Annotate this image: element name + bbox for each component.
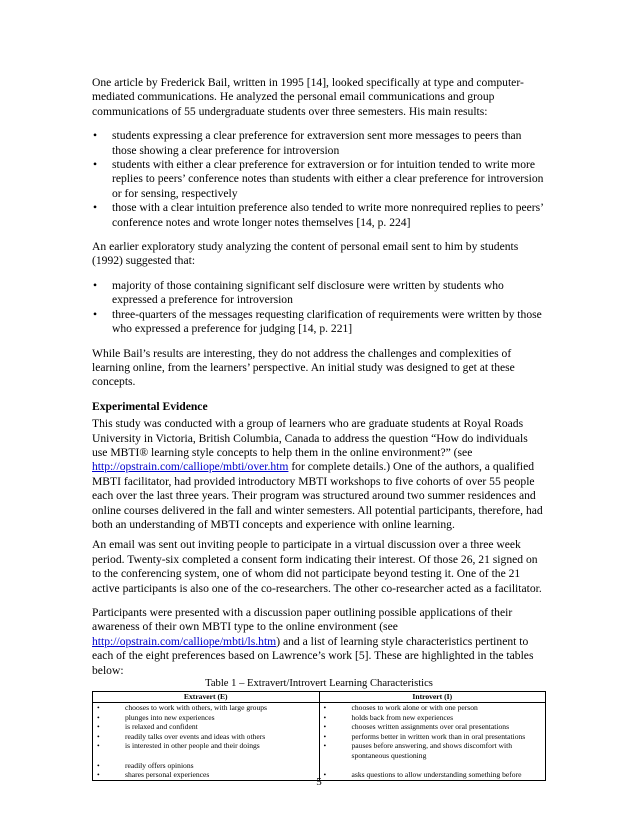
extravert-header: Extravert (E) [93,692,320,703]
list-item: • three-quarters of the messages requesting clarification of requirements were written by those who expressed a preference for judging [14, p. 221] [92,308,546,337]
table-cell: • holds back from new experiences [320,713,546,723]
table-cell: • chooses to work alone or with one person [320,703,546,713]
page-number: 5 [316,776,322,788]
table-row [93,722,546,732]
intro-paragraph: One article by Frederick Bail, written in 1995 [14], looked specifically at type and computer-mediated communications. He analyzed the personal email communications and group communications of 55 undergraduate students over three semesters. His main results: [92,76,524,118]
table-cell: spontaneous questioning [351,751,427,760]
table-cell: • readily talks over events and ideas with others [93,732,319,742]
table-row [93,761,546,771]
email-paragraph: An email was sent out inviting people to participate in a virtual discussion over a three week period. Twenty-six completed a consent form indicating their interest. Of those 26, 21 signed on to the conferencing system, one of whom did not participate beyond testing it. One of the 21 active participants is also one of the co-researchers. The other co-researcher acted as a facilitator. [92,538,542,595]
earlier-study-list [92,279,546,337]
table-cell: • is relaxed and confident [93,722,319,732]
table-cell: • pauses before answering, and shows discomfort with [320,741,546,751]
table-cell: • plunges into new experiences [93,713,319,723]
section-heading: Experimental Evidence [92,399,208,413]
table-caption: Table 1 – Extravert/Introvert Learning Characteristics [205,678,433,690]
learning-characteristics-table [92,691,546,781]
table-row [93,703,546,713]
table-cell: • is interested in other people and their doings [93,741,319,751]
table-cell: • readily offers opinions [93,761,319,771]
table-cell: • chooses written assignments over oral presentations [320,722,546,732]
table-cell: • performs better in written work than in oral presentations [320,732,546,742]
study-paragraph: This study was conducted with a group of learners who are graduate students at Royal Roads University in Victoria, British Columbia, Canada to address the question “How do individuals use MBTI® learning style concepts to help them in the online environment?” (see http://opstrain.com/calliope/mbti/over.htm for complete details.) One of the authors, a qualified MBTI facilitator, had provided introductory MBTI workshops to five cohorts of over 55 people each over the last three years. Their program was structured around two summer residences and online courses delivered in the fall and winter semesters. All potential participants, therefore, had both an understanding of MBTI concepts and experience with online learning. [92,417,543,531]
list-item: • students expressing a clear preference for extraversion sent more messages to peers than those showing a clear preference for introversion [92,129,546,158]
ls-link[interactable]: http://opstrain.com/calliope/mbti/ls.htm [92,634,277,648]
list-item: • majority of those containing significant self disclosure were written by students who expressed a preference for introversion [92,279,546,308]
introvert-header: Introvert (I) [319,692,546,703]
table-row [93,741,546,751]
list-item: • those with a clear intuition preference also tended to write more nonrequired replies to peers’ conference notes and wrote longer notes themselves [14, p. 224] [92,201,546,230]
table-row [93,732,546,742]
while-paragraph: While Bail’s results are interesting, they do not address the challenges and complexities of learning online, from the learners’ perspective. An initial study was designed to get at these concepts. [92,346,515,389]
list-item: • students with either a clear preference for extraversion or for intuition tended to write more replies to peers’ conference notes than students with either a clear preference for introversion or for sensing, respectively [92,158,546,201]
over-link[interactable]: http://opstrain.com/calliope/mbti/over.htm [92,460,289,474]
table-cell: • chooses to work with others, with large groups [93,703,319,713]
page-body [92,76,546,781]
participants-paragraph: Participants were presented with a discussion paper outlining possible applications of their awareness of their own MBTI type to the online environment (see http://opstrain.com/calliope/mbti/ls.htm) and a list of learning style characteristics pertinent to each of the eight preferences based on Lawrence’s work [5]. These are highlighted in the tables below: [92,606,534,677]
earlier-study-paragraph: An earlier exploratory study analyzing the content of personal email sent to him by students (1992) suggested that: [92,240,519,268]
bail-results-list [92,129,546,230]
table-cell: • shares personal experiences [93,770,319,780]
table-row [93,713,546,723]
table-cell: • asks questions to allow understanding something before [320,770,546,780]
table-row [93,751,546,761]
